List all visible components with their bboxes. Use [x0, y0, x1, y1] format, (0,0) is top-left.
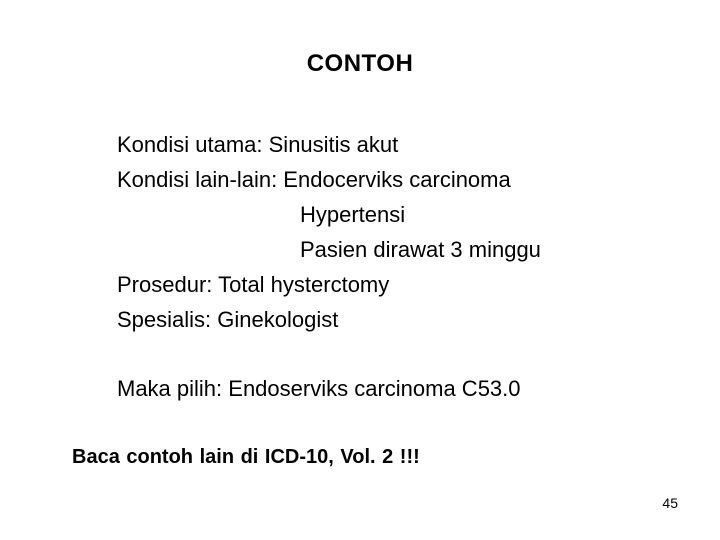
line-pasien-dirawat: Pasien dirawat 3 minggu — [300, 237, 541, 262]
page-number: 45 — [662, 495, 678, 511]
reference-note: Baca contoh lain di ICD-10, Vol. 2 !!! — [72, 446, 420, 468]
line-prosedur: Prosedur: Total hysterctomy — [117, 272, 390, 297]
line-spesialis: Spesialis: Ginekologist — [117, 307, 339, 332]
line-conclusion: Maka pilih: Endoserviks carcinoma C53.0 — [117, 376, 521, 401]
slide-title: CONTOH — [306, 50, 414, 77]
line-kondisi-utama: Kondisi utama: Sinusitis akut — [117, 132, 399, 157]
line-hypertensi: Hypertensi — [300, 202, 406, 227]
line-kondisi-lain: Kondisi lain-lain: Endocerviks carcinoma — [117, 167, 511, 192]
